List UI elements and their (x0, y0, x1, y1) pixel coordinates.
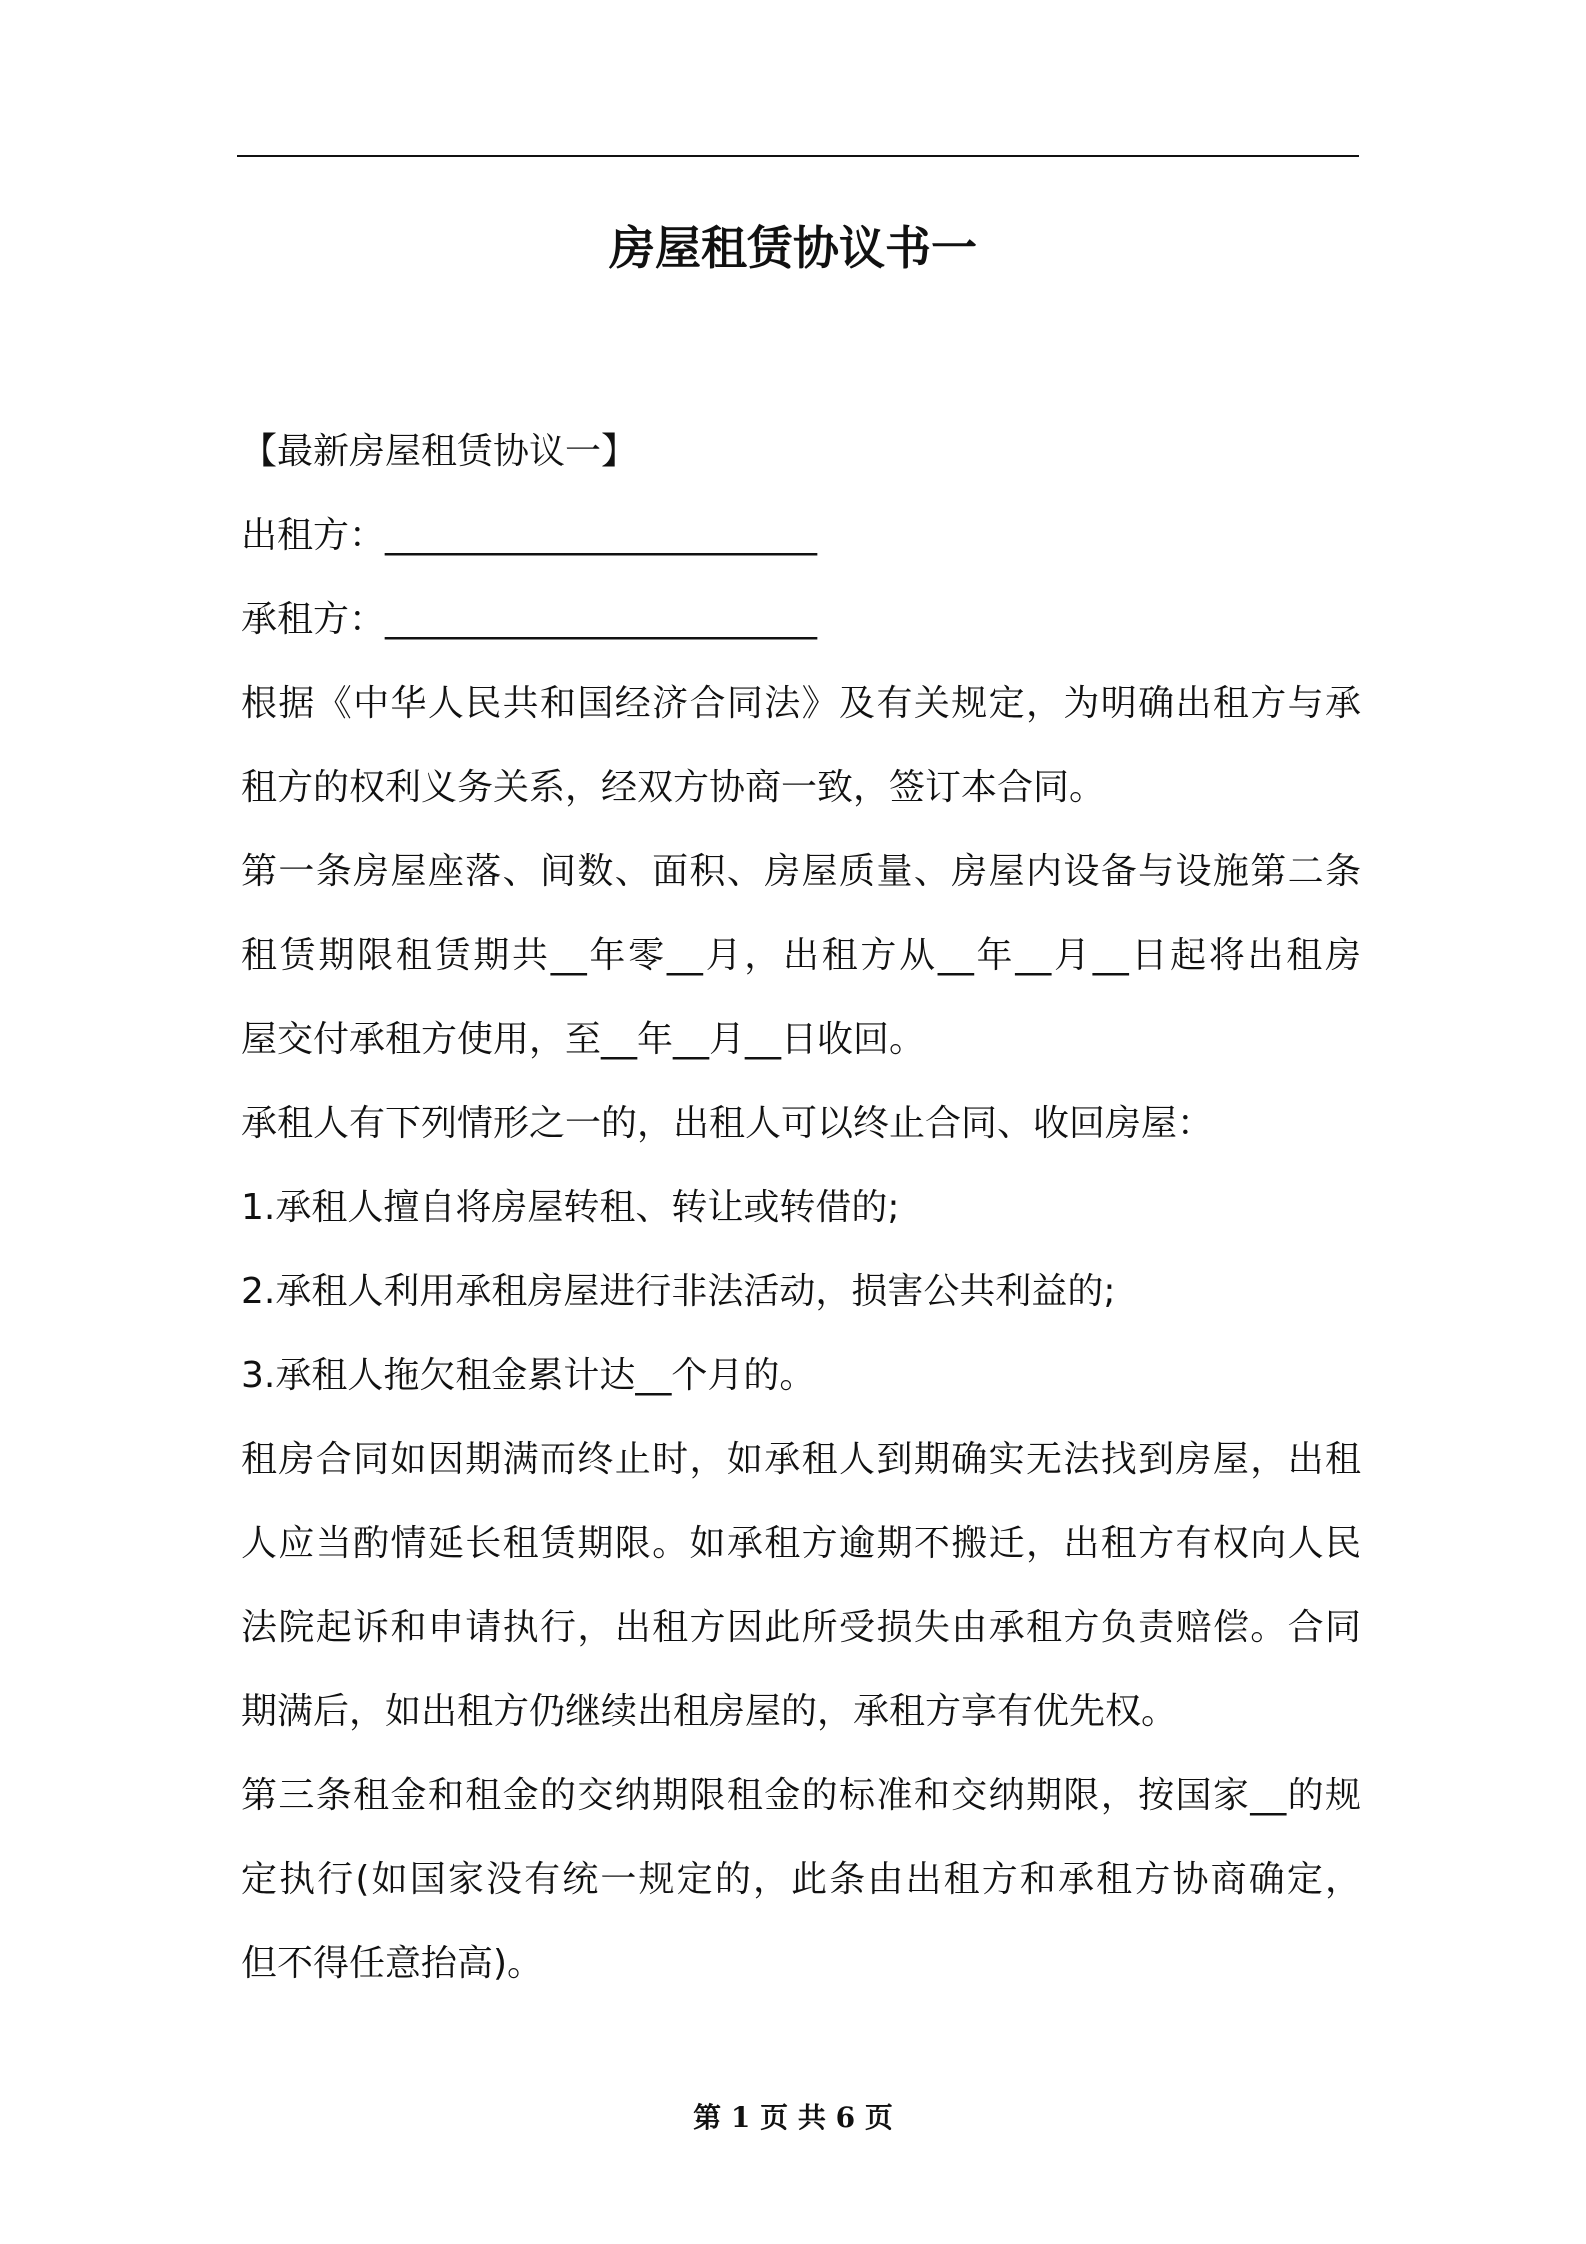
list-item: 1.承租人擅自将房屋转租、转让或转借的; (241, 1187, 900, 1228)
paragraph-line: 人应当酌情延长租赁期限。如承租方逾期不搬迁，出租方有权向人民 (241, 1523, 1361, 1564)
lessee-field: 承租方：________________________ (241, 599, 818, 640)
paragraph-line: 租赁期限租赁期共__年零__月，出租方从__年__月__日起将出租房 (241, 935, 1361, 976)
paragraph-line: 期满后，如出租方仍继续出租房屋的，承租方享有优先权。 (241, 1691, 1178, 1732)
paragraph-line: 第一条房屋座落、间数、面积、房屋质量、房屋内设备与设施第二条 (241, 851, 1361, 892)
list-item: 2.承租人利用承租房屋进行非法活动，损害公共利益的; (241, 1271, 1116, 1312)
document-body (241, 410, 1361, 2006)
page-number-footer: 第 1 页 共 6 页 (693, 2101, 893, 2134)
paragraph-line: 租房合同如因期满而终止时，如承租人到期确实无法找到房屋，出租 (241, 1439, 1361, 1480)
document-title: 房屋租赁协议书一 (609, 221, 977, 275)
header-rule (237, 155, 1359, 157)
list-item: 3.承租人拖欠租金累计达__个月的。 (241, 1355, 816, 1396)
paragraph-line: 法院起诉和申请执行，出租方因此所受损失由承租方负责赔偿。合同 (241, 1607, 1361, 1648)
paragraph-line: 租方的权利义务关系，经双方协商一致，签订本合同。 (241, 767, 1106, 808)
paragraph-line: 屋交付承租方使用，至__年__月__日收回。 (241, 1019, 926, 1060)
lessor-field: 出租方：________________________ (241, 515, 818, 556)
paragraph-line: 第三条租金和租金的交纳期限租金的标准和交纳期限，按国家__的规 (241, 1775, 1361, 1816)
section-heading: 【最新房屋租赁协议一】 (241, 431, 638, 472)
paragraph-line: 承租人有下列情形之一的，出租人可以终止合同、收回房屋： (241, 1103, 1214, 1144)
paragraph-line: 定执行(如国家没有统一规定的，此条由出租方和承租方协商确定， (241, 1859, 1361, 1900)
paragraph-line: 根据《中华人民共和国经济合同法》及有关规定，为明确出租方与承 (241, 683, 1361, 724)
paragraph-line: 但不得任意抬高)。 (241, 1943, 544, 1984)
